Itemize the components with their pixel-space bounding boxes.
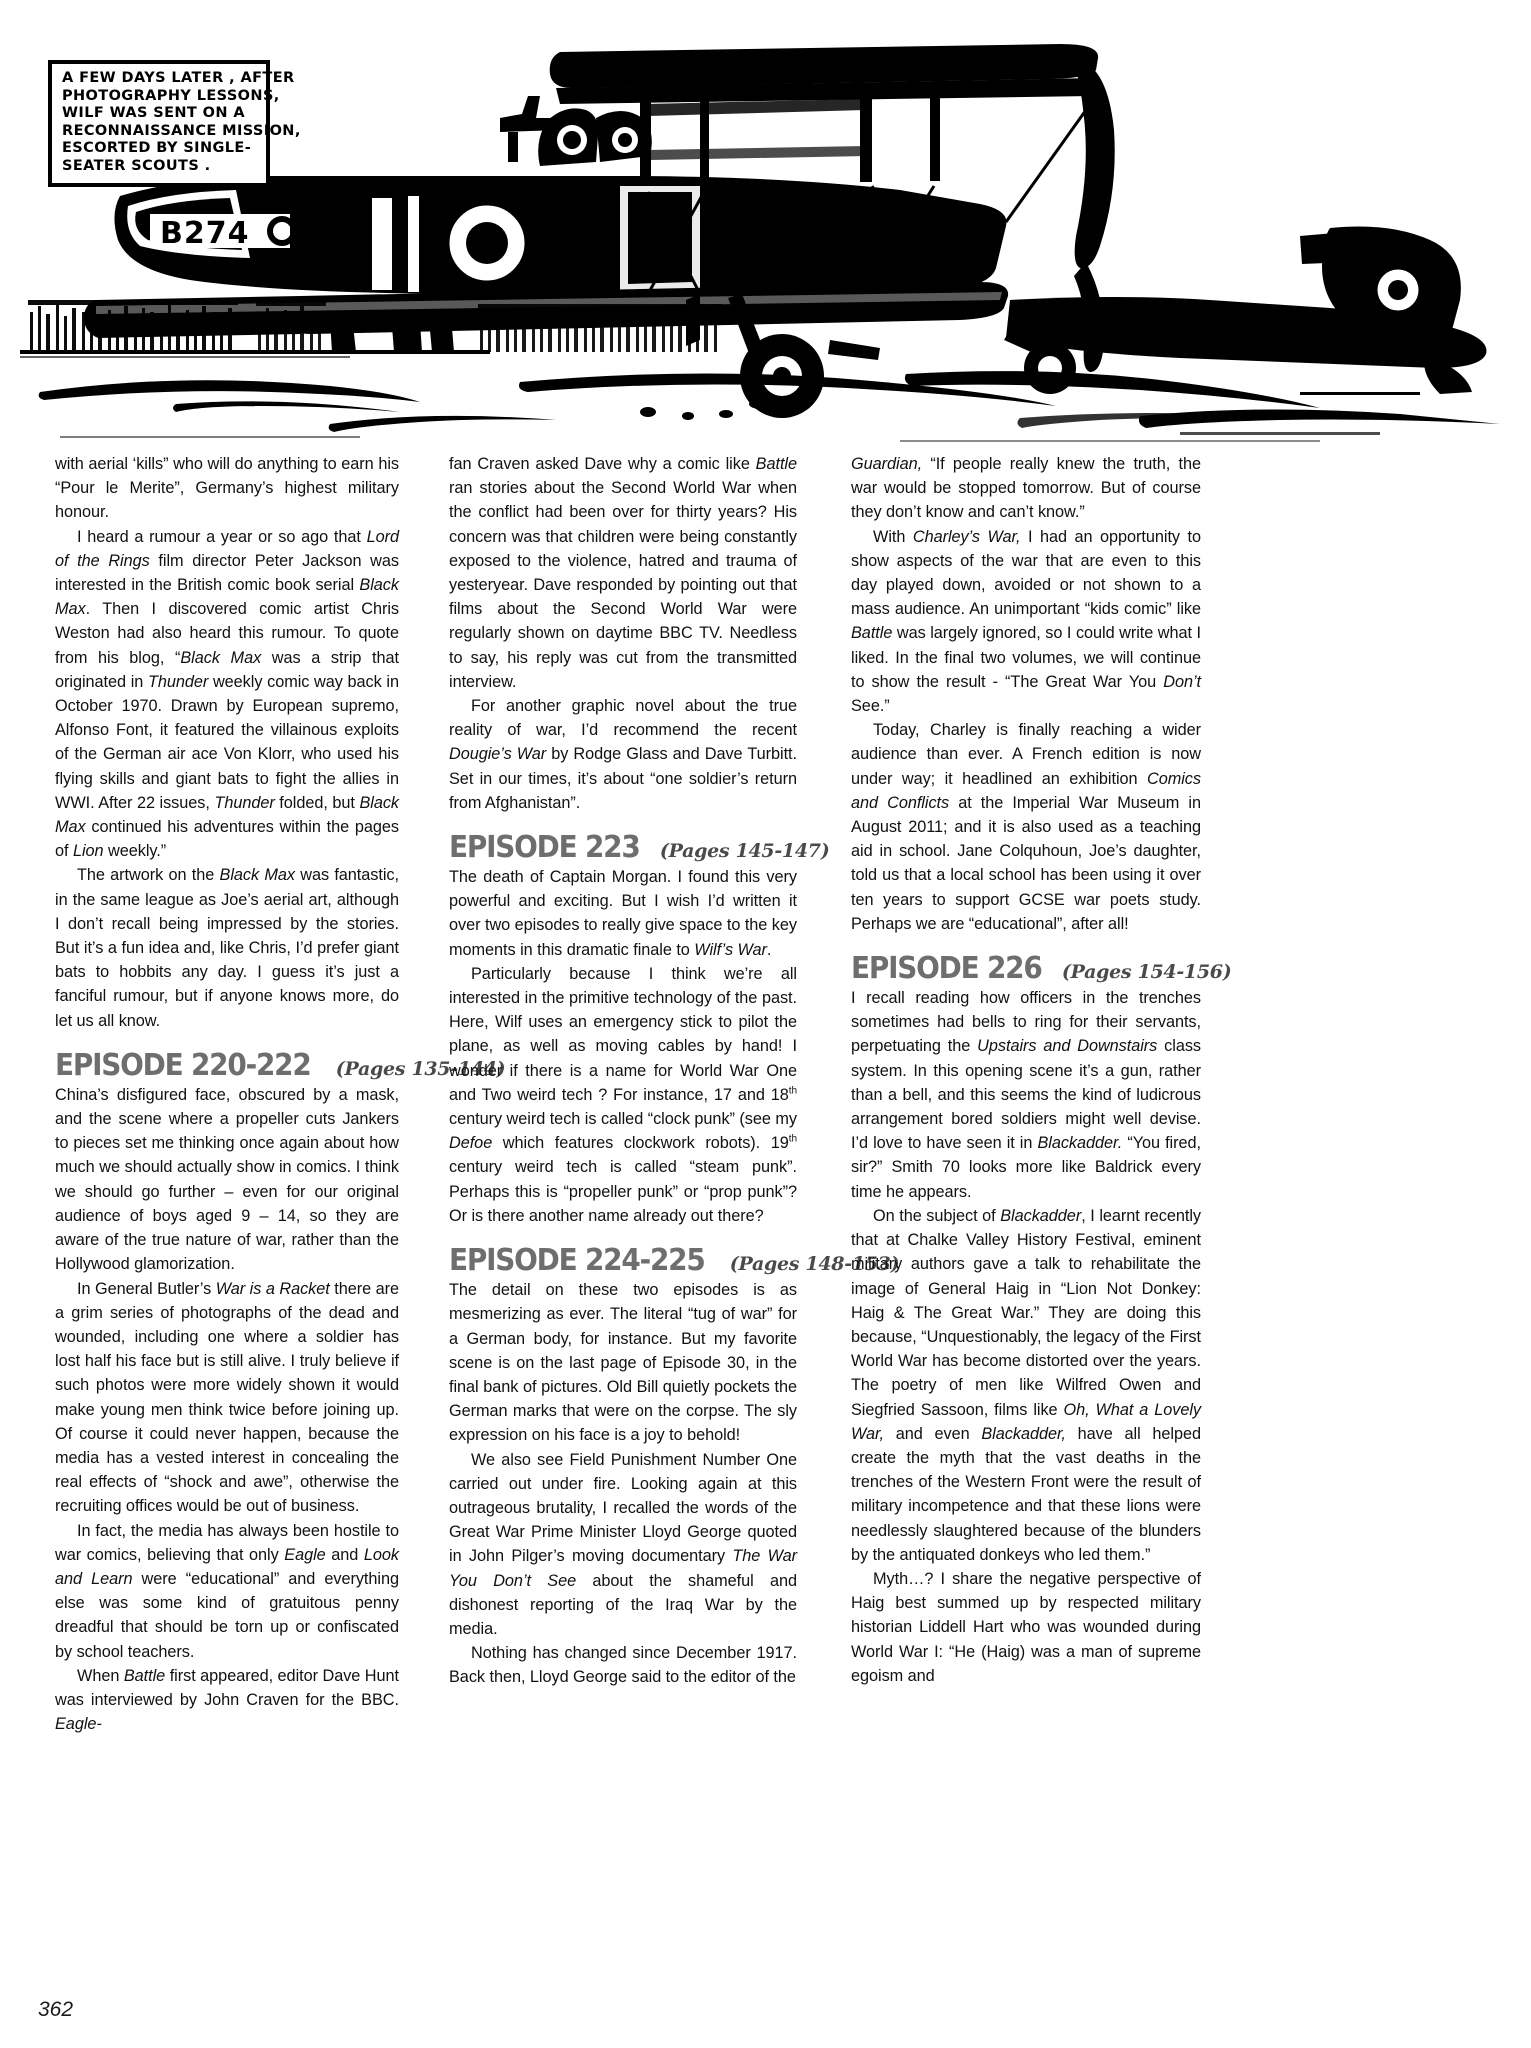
text-run: century weird tech is called “clock punk” (see my bbox=[449, 1110, 797, 1129]
episode-heading-pages: (Pages 145-147) bbox=[659, 840, 830, 863]
italic-title: Lion bbox=[72, 842, 104, 861]
text-run: there are a grim series of photographs of the dead and wounded, including one where a soldier has lost half his face but is still alive. I truly believe if such photos were more widely shown it would make young men think twice before joining up. Of course it could never happen, because the media has a vested interest in concealing the real effects of “shock and awe”, otherwise the recruiting offices would be out of business. bbox=[55, 1279, 400, 1516]
episode-heading-title: EPISODE 226 bbox=[851, 951, 1042, 987]
text-run: Myth…? I share the negative perspective of Haig best summed up by respected military historian Liddell Hart who was wounded during World War I: “He (Haig) was a man of supreme egoism and bbox=[851, 1569, 1201, 1685]
italic-title: Upstairs and Downstairs bbox=[977, 1037, 1158, 1056]
text-run: We also see Field Punishment Number One carried out under fire. Looking again at this outrageous brutality, I recalled the words of the Great War Prime Minister Lloyd George quoted in John Pilger’s moving documentary bbox=[449, 1450, 797, 1566]
text-run: continued his adventures within the pages of bbox=[55, 818, 399, 861]
episode-heading bbox=[449, 830, 830, 866]
text-run: On the subject of bbox=[873, 1206, 1001, 1225]
svg-text:B274: B274 bbox=[160, 216, 250, 251]
text-run: at the Imperial War Museum in August 2011; and it is also used as a teaching aid in school. Jane Colquhoun, Joe’s daughter, told us that a local school has been using it over ten years to support GCSE war poets study. Perhaps we are “educational”, after all! bbox=[851, 793, 1201, 933]
episode-heading-title: EPISODE 224-225 bbox=[449, 1243, 705, 1279]
text-run: film director Peter Jackson was interested in the British comic book serial bbox=[55, 551, 399, 595]
body-paragraph bbox=[55, 1277, 399, 1519]
caption-line: ESCORTED BY SINGLE- bbox=[62, 140, 252, 156]
superscript-ordinal: th bbox=[788, 1133, 797, 1145]
page-number: 362 bbox=[38, 1998, 74, 2021]
text-run: . Then I discovered comic artist Chris Weston had also heard this rumour. To quote from his blog, “ bbox=[55, 600, 399, 667]
italic-title: Eagle bbox=[284, 1545, 326, 1564]
body-paragraph bbox=[449, 694, 797, 815]
body-paragraph bbox=[55, 1519, 399, 1664]
body-paragraph bbox=[55, 1664, 399, 1737]
article-body bbox=[55, 452, 1475, 1736]
body-paragraph bbox=[851, 986, 1201, 1204]
text-run: class system. In this opening scene it’s a gun, rather than a bell, and this seems the kind of ludicrous arrangement bored soldiers might well devise. I’d love to have seen it in bbox=[851, 1037, 1202, 1153]
text-run: . bbox=[766, 940, 772, 959]
italic-title: Lord of the Rings bbox=[55, 527, 399, 570]
text-run: weekly.” bbox=[103, 842, 167, 861]
text-run: which features clockwork robots). 19 bbox=[492, 1134, 789, 1153]
text-run: and bbox=[325, 1545, 364, 1564]
italic-title: Battle bbox=[123, 1666, 166, 1685]
text-run: century weird tech is called “steam punk”. Perhaps this is “propeller punk” or “prop punk”? Or is there another name already out there? bbox=[449, 1158, 797, 1225]
text-run: about the shameful and dishonest reporting of the Iraq War by the media. bbox=[449, 1571, 797, 1638]
text-run: was fantastic, in the same league as Joe’s aerial art, although I don’t recall being impressed by the stories. But it’s a fun idea and, like Chris, I’d prefer giant bats to hobbits any day. I guess it’s just a fanciful rumour, but if anyone knows more, do let us all know. bbox=[55, 866, 399, 1030]
body-paragraph bbox=[449, 962, 797, 1228]
body-paragraph bbox=[851, 1204, 1201, 1567]
italic-title: Blackadder bbox=[1000, 1206, 1082, 1225]
italic-title: Thunder bbox=[214, 793, 275, 812]
text-run: See.” bbox=[851, 697, 890, 716]
italic-title: Blackadder, bbox=[981, 1424, 1066, 1443]
text-run: ran stories about the Second World War when the conflict had been over for thirty years? His concern was that children were being constantly exposed to the violence, hatred and trauma of yesteryear. Dave responded by pointing out that films about the Second World War were regularly shown on daytime BBC TV. Needless to say, his reply was cut from the transmitted interview. bbox=[449, 479, 797, 691]
text-run: I had an opportunity to show aspects of the war that are even to this day played down, avoided or not shown to a mass audience. An unimportant “kids comic” like bbox=[851, 527, 1201, 619]
episode-heading bbox=[55, 1047, 506, 1083]
text-run: The artwork on the bbox=[77, 866, 220, 885]
italic-title: War is a Racket bbox=[215, 1279, 330, 1298]
text-run: with aerial ‘kills” who will do anything to earn his “Pour le Merite”, Germany’s highest military honour. bbox=[55, 455, 399, 522]
text-run: China’s disfigured face, obscured by a mask, and the scene where a propeller cuts Jankers to pieces set me thinking once again about how much we should actually show in comics. I think we should go further – even for our original audience of boys aged 9 – 14, so they are aware of the true nature of war, rather than the Hollywood glamorization. bbox=[55, 1085, 399, 1274]
text-run: I recall reading how officers in the trenches sometimes had bells to ring for their servants, perpetuating the bbox=[851, 989, 1201, 1056]
superscript-ordinal: th bbox=[788, 1085, 797, 1097]
text-run: For another graphic novel about the true reality of war, I’d recommend the recent bbox=[449, 697, 797, 740]
comic-caption-box bbox=[48, 60, 301, 187]
text-run: The detail on these two episodes is as mesmerizing as ever. The literal “tug of war” for a German body, for instance. But my favorite scene is on the last page of Episode 30, in the final bank of pictures. Old Bill quietly pockets the German marks that were on the corpse. The sly expression on his face is a joy to behold! bbox=[449, 1281, 797, 1445]
episode-heading-title: EPISODE 223 bbox=[449, 830, 640, 866]
body-paragraph bbox=[449, 865, 797, 962]
text-run: and even bbox=[883, 1424, 982, 1443]
text-run: “If people really knew the truth, the war would be stopped tomorrow. But of course they don’t know and can’t know.” bbox=[851, 455, 1201, 522]
body-paragraph bbox=[55, 525, 399, 864]
caption-line: A FEW DAYS LATER , AFTER bbox=[62, 70, 295, 86]
text-run: When bbox=[77, 1666, 124, 1685]
italic-title: Guardian, bbox=[851, 455, 923, 473]
italic-title: Charley’s War, bbox=[912, 527, 1021, 546]
text-run: were “educational” and everything else was some kind of gratuitous penny dreadful that should be torn up or confiscated by school teachers. bbox=[55, 1569, 399, 1661]
text-run: fan Craven asked Dave why a comic like bbox=[449, 455, 756, 473]
italic-title: Black Max bbox=[55, 576, 399, 619]
italic-title: Oh, What a Lovely War, bbox=[851, 1400, 1201, 1443]
episode-heading bbox=[449, 1243, 900, 1279]
text-run: was largely ignored, so I could write what I liked. In the final two volumes, we will continue to show the result - “The Great War You bbox=[851, 624, 1201, 691]
italic-title: Black Max bbox=[219, 866, 295, 885]
body-paragraph bbox=[55, 1083, 399, 1277]
body-paragraph bbox=[851, 525, 1201, 719]
body-paragraph bbox=[449, 1448, 797, 1642]
italic-title: The War You Don’t See bbox=[449, 1547, 798, 1590]
italic-title: Dougie’s War bbox=[449, 745, 547, 764]
text-run: first appeared, editor Dave Hunt was interviewed by John Craven for the BBC. bbox=[55, 1666, 399, 1709]
italic-title: Battle bbox=[755, 455, 797, 473]
italic-title: Comics and Conflicts bbox=[851, 769, 1201, 812]
italic-title: Battle bbox=[851, 624, 893, 643]
text-run: In General Butler’s bbox=[77, 1279, 216, 1298]
text-run: have all helped create the myth that the vast deaths in the trenches of the Western Front were the result of military incompetence and that these lions were needlessly slaughtered because of the blunders by the antiquated donkeys who led them.” bbox=[851, 1424, 1201, 1564]
text-run: Today, Charley is finally reaching a wider audience than ever. A French edition is now under way; it headlined an exhibition bbox=[851, 721, 1201, 788]
italic-title: Wilf’s War bbox=[694, 940, 767, 959]
body-paragraph bbox=[449, 452, 797, 694]
body-paragraph bbox=[851, 1567, 1201, 1688]
episode-heading bbox=[851, 951, 1232, 987]
caption-line: SEATER SCOUTS . bbox=[62, 157, 211, 174]
text-run: folded, but bbox=[274, 793, 360, 812]
text-run: I heard a rumour a year or so ago that bbox=[77, 527, 367, 546]
body-paragraph bbox=[55, 863, 399, 1032]
body-paragraph bbox=[449, 1278, 797, 1447]
italic-title: Don’t bbox=[1163, 672, 1201, 691]
text-run: “You fired, sir?” Smith 70 looks more like Baldrick every time he appears. bbox=[851, 1134, 1201, 1201]
text-run: Particularly because I think we’re all interested in the primitive technology of the past. Here, Wilf uses an emergency stick to pilot the plane, as well as moving cables by hand! I wonder if there is a name for World War One and Two weird tech ? For instance, 17 and 18 bbox=[449, 964, 797, 1104]
text-run: In fact, the media has always been hostile to war comics, believing that only bbox=[55, 1521, 399, 1564]
italic-title: Look and Learn bbox=[55, 1545, 399, 1588]
caption-line: PHOTOGRAPHY LESSONS, bbox=[62, 87, 280, 104]
episode-heading-pages: (Pages 148-153) bbox=[729, 1253, 900, 1276]
italic-title: Blackadder. bbox=[1037, 1134, 1123, 1153]
episode-heading-pages: (Pages 135-144) bbox=[335, 1057, 506, 1080]
text-run: The death of Captain Morgan. I found this very powerful and exciting. But I wish I’d written it over two episodes to really give space to the key moments in this dramatic finale to bbox=[449, 868, 797, 959]
text-column-3 bbox=[851, 452, 1232, 1736]
italic-title: Eagle- bbox=[55, 1715, 102, 1734]
body-paragraph bbox=[851, 452, 1201, 525]
body-paragraph bbox=[851, 718, 1201, 936]
caption-line: WILF WAS SENT ON A bbox=[62, 105, 245, 121]
italic-title: Thunder bbox=[147, 672, 209, 691]
text-run: weekly comic way back in October 1970. Drawn by European supremo, Alfonso Font, it featured the villainous exploits of the German air ace Von Klorr, who used his flying skills and giant bats to fight the allies in WWI. After 22 issues, bbox=[55, 672, 400, 812]
text-run: was a strip that originated in bbox=[55, 648, 399, 691]
episode-heading-pages: (Pages 154-156) bbox=[1061, 961, 1232, 984]
italic-title: Black Max bbox=[180, 648, 262, 667]
text-run: Nothing has changed since December 1917. Back then, Lloyd George said to the editor of the bbox=[449, 1644, 797, 1687]
italic-title: Black Max bbox=[55, 793, 400, 837]
body-paragraph bbox=[449, 1641, 797, 1689]
italic-title: Defoe bbox=[449, 1134, 493, 1153]
caption-line: RECONNAISSANCE MISSION, bbox=[62, 122, 301, 139]
text-run: With bbox=[873, 527, 913, 546]
text-run: , I learnt recently that at Chalke Valley History Festival, eminent military authors gave a talk to rehabilitate the image of General Haig in “Lion Not Donkey: Haig & The Great War.” They are doing this because, “Unquestionably, the legacy of the First World War has become distorted over the years. The poetry of men like Wilfred Owen and Siegfried Sassoon, films like bbox=[851, 1206, 1201, 1419]
episode-heading-title: EPISODE 220-222 bbox=[55, 1047, 311, 1083]
text-run: by Rodge Glass and Dave Turbitt. Set in our times, it’s about “one soldier’s return from Afghanistan”. bbox=[449, 745, 797, 812]
body-paragraph bbox=[55, 452, 399, 525]
